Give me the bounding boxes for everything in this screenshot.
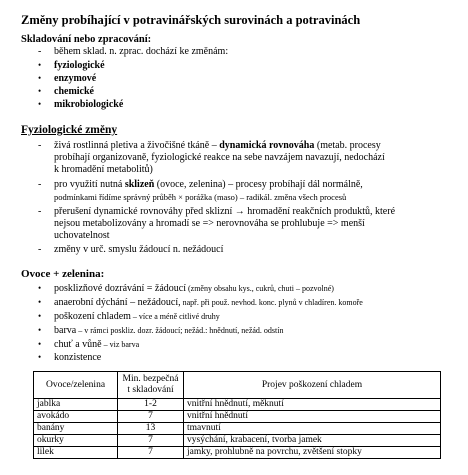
item-note: (změny obsahu kys., cukrů, chuti – pozvolné)	[185, 284, 334, 293]
paragraph-line: nejsou metabolizovány a hromadí se => nerovnováha se prohlubuje => menší	[54, 218, 365, 229]
storage-intro: během sklad. n. zprac. dochází ke změnám:	[54, 46, 229, 57]
text-run-bold: sklizeň	[124, 179, 155, 190]
table-cell: 1-2	[118, 399, 184, 411]
text-run: (metab. procesy	[314, 140, 381, 151]
arrow-symbol: →	[234, 206, 245, 217]
bullet-icon: •	[38, 73, 42, 83]
paragraph-line	[54, 206, 395, 218]
text-run: (ovoce, zelenina) – procesy probíhají dál normálně,	[154, 179, 363, 190]
text-run: pro využití nutná	[54, 179, 125, 190]
item-note: např. při použ. nevhod. konc. plynů v chladíren. komoře	[180, 298, 363, 307]
bullet-icon: •	[38, 283, 42, 293]
paragraph-line: změny v urč. smyslu žádoucí n. nežádoucí	[54, 244, 224, 255]
table-row	[34, 435, 441, 447]
table-cell: jablka	[34, 399, 118, 411]
item-note: – viz barva	[101, 340, 140, 349]
bullet-icon: •	[38, 339, 42, 349]
paragraph-line: probíhají organizovaně, fyziologické reakce na sebe navzájem navazují, nedochází	[54, 152, 385, 163]
table-cell: lilek	[34, 447, 118, 459]
fruit-veg-heading: Ovoce + zelenina:	[21, 268, 105, 280]
table-cell: 7	[118, 435, 184, 447]
bullet-icon: •	[38, 352, 42, 362]
text-run-bold: dynamická rovnováha	[219, 140, 315, 151]
table-cell: vysýchání, krabacení, tvorba jamek	[184, 435, 441, 447]
table-row	[34, 411, 441, 423]
dash-marker: -	[38, 244, 42, 255]
fruit-veg-item	[54, 325, 284, 337]
table-row	[34, 447, 441, 459]
table-cell: 7	[118, 447, 184, 459]
item-main: barva	[54, 325, 77, 336]
dash-marker: -	[38, 46, 42, 57]
dash-marker: -	[38, 179, 42, 190]
paragraph-line: k hromadění metabolitů)	[54, 164, 153, 175]
change-type-item: mikrobiologické	[54, 99, 124, 110]
column-header: Min. bezpečná t skladování	[118, 372, 184, 399]
paragraph-line	[54, 140, 381, 152]
text-run: živá rostlinná pletiva a živočišné tkáně –	[54, 140, 220, 151]
fruit-veg-item	[54, 352, 101, 364]
table-cell: tmavnutí	[184, 423, 441, 435]
column-header: Ovoce/zelenina	[34, 372, 118, 399]
fruit-veg-item	[54, 339, 139, 351]
table-cell: vnitřní hnědnutí, měknutí	[184, 399, 441, 411]
text-run: přerušení dynamické rovnováhy před sklizní	[54, 206, 235, 217]
table-cell: okurky	[34, 435, 118, 447]
table-cell: 7	[118, 411, 184, 423]
table-header-row	[34, 372, 441, 399]
dash-marker: -	[38, 206, 42, 217]
bullet-icon: •	[38, 297, 42, 307]
bullet-icon: •	[38, 86, 42, 96]
item-main: chuť a vůně	[54, 339, 102, 350]
table-cell: 13	[118, 423, 184, 435]
dash-marker: -	[38, 140, 42, 151]
page-title: Změny probíhající v potravinářských surovinách a potravinách	[21, 13, 361, 27]
bullet-icon: •	[38, 60, 42, 70]
text-run: hromadění reakčních produktů, které	[244, 206, 396, 217]
bullet-icon: •	[38, 99, 42, 109]
table-cell: vnitřní hnědnutí	[184, 411, 441, 423]
fruit-veg-item	[54, 297, 363, 309]
change-type-item: chemické	[54, 86, 94, 97]
table-row	[34, 399, 441, 411]
bullet-icon: •	[38, 325, 42, 335]
item-note: – v rámci poskliz. dozr. žádoucí; nežád.: hnědnutí, nežád. odstín	[76, 326, 284, 335]
paragraph-line	[54, 179, 363, 191]
item-main: poškození chladem	[54, 311, 131, 322]
bullet-icon: •	[38, 311, 42, 321]
table-cell: avokádo	[34, 411, 118, 423]
item-main: posklizňové dozrávání = žádoucí	[54, 283, 186, 294]
table-cell: jamky, prohlubně na povrchu, zvětšení stopky	[184, 447, 441, 459]
item-main: konzistence	[54, 352, 102, 363]
table-row	[34, 423, 441, 435]
fruit-veg-item	[54, 283, 334, 295]
change-type-item: fyziologické	[54, 60, 105, 71]
fruit-veg-item	[54, 311, 220, 323]
storage-heading: Skladování nebo zpracování:	[21, 34, 152, 45]
physiological-heading: Fyziologické změny	[21, 124, 118, 136]
paragraph-line: podmínkami řídíme správný průběh × porážka (maso) – radikál. změna všech procesů	[54, 192, 347, 202]
paragraph-line: uchovatelnost	[54, 230, 110, 241]
table-cell: banány	[34, 423, 118, 435]
item-note: – více a méně citlivé druhy	[130, 312, 220, 321]
column-header: Projev poškození chladem	[184, 372, 441, 399]
chilling-injury-table	[33, 371, 441, 459]
change-type-item: enzymové	[54, 73, 97, 84]
item-main: anaerobní dýchání – nežádoucí,	[54, 297, 181, 308]
